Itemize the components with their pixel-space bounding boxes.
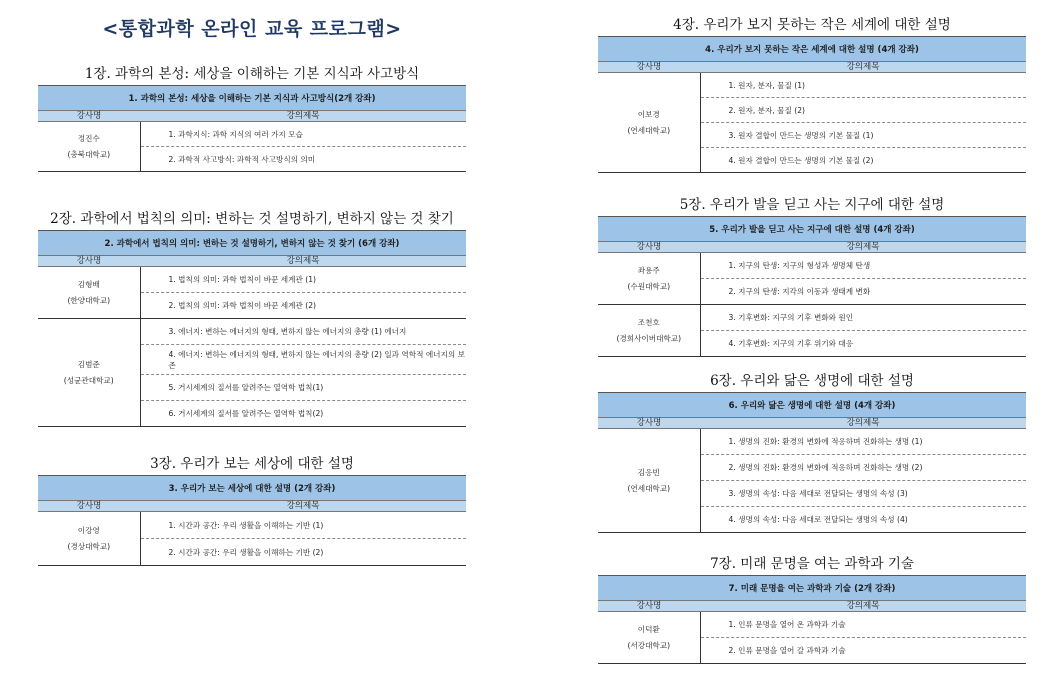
chapter-3 [38, 453, 466, 566]
lecture-cell [140, 401, 466, 427]
chapter-heading: 6장. 우리와 닮은 생명에 대한 설명 [710, 373, 914, 389]
lecture-title: 1. 지구의 탄생: 지구의 형성과 생명체 탄생 [728, 261, 871, 270]
chapter-heading: 2장. 과학에서 법칙의 의미: 변하는 것 설명하기, 변하지 않는 것 찾기 [50, 211, 454, 227]
lecture-title: 2. 과학적 사고방식: 과학적 사고방식의 의미 [168, 154, 316, 164]
table-banner: 4. 우리가 보지 못하는 작은 세계에 대한 설명 (4개 강좌) [598, 37, 1026, 62]
lecture-cell [700, 638, 1026, 664]
column-header-instructor: 강사명 [38, 256, 140, 267]
lecture-title: 1. 과학지식: 과학 지식의 여러 가지 모습 [168, 129, 303, 139]
column-header-instructor: 강사명 [598, 242, 700, 253]
course-table [38, 85, 466, 172]
lecture-title: 6. 거시세계의 질서를 알려주는 열역학 법칙(2) [168, 409, 324, 418]
lecture-title: 1. 원자, 분자, 물질 (1) [728, 80, 805, 90]
instructor-cell [598, 73, 700, 173]
lecture-title: 5. 거시세계의 질서를 알려주는 열역학 법칙(1) [168, 383, 324, 392]
lecture-cell [700, 455, 1026, 481]
lecture-title: 3. 에너지: 변하는 에너지의 형태, 변하지 않는 에너지의 총량 (1) 에너지 [168, 327, 407, 336]
instructor-affiliation: (수원대학교) [627, 281, 671, 291]
instructor-cell [598, 253, 700, 305]
instructor-name: 김형배 [77, 279, 100, 289]
table-row [598, 253, 1026, 279]
column-header-lecture: 강의제목 [700, 62, 1026, 73]
lecture-title: 2. 지구의 탄생: 지각의 이동과 생태계 변화 [728, 287, 871, 296]
table-banner: 5. 우리가 발을 딛고 사는 지구에 대한 설명 (4개 강좌) [598, 217, 1026, 242]
instructor-affiliation: (서강대학교) [627, 640, 671, 650]
instructor-affiliation: (연세대학교) [627, 125, 671, 135]
lecture-title: 4. 기후변화: 지구의 기후 위기와 대응 [728, 339, 854, 348]
column-header-instructor: 강사명 [598, 601, 700, 612]
column-header-lecture: 강의제목 [700, 418, 1026, 429]
lecture-cell [140, 375, 466, 401]
lecture-cell [700, 331, 1026, 357]
instructor-cell [598, 612, 700, 664]
chapter-heading: 4장. 우리가 보지 못하는 작은 세계에 대한 설명 [673, 17, 951, 33]
instructor-cell [598, 305, 700, 357]
chapter-heading: 7장. 미래 문명을 여는 과학과 기술 [710, 556, 914, 572]
chapter-5 [598, 194, 1026, 357]
chapter-heading: 3장. 우리가 보는 세상에 대한 설명 [150, 456, 354, 472]
lecture-title: 2. 인류 문명을 열어 갈 과학과 기술 [728, 646, 846, 655]
lecture-title: 3. 생명의 속성: 다음 세대로 전달되는 생명의 속성 (3) [728, 489, 908, 498]
lecture-cell [700, 253, 1026, 279]
lecture-cell [700, 481, 1026, 507]
lecture-cell [700, 148, 1026, 173]
lecture-title: 3. 원자 결합이 만드는 생명의 기본 물질 (1) [728, 130, 874, 140]
lecture-title: 2. 시간과 공간: 우리 생활을 이해하는 기반 (2) [168, 547, 324, 557]
column-header-instructor: 강사명 [598, 62, 700, 73]
column-header-instructor: 강사명 [38, 111, 140, 122]
lecture-title: 1. 생명의 진화: 환경의 변화에 적응하며 진화하는 생명 (1) [728, 437, 923, 446]
instructor-name: 김범준 [77, 359, 100, 369]
instructor-affiliation: (한양대학교) [67, 295, 111, 305]
lecture-cell [700, 305, 1026, 331]
chapter-heading: 5장. 우리가 발을 딛고 사는 지구에 대한 설명 [679, 197, 945, 213]
course-table [38, 230, 466, 427]
lecture-cell [700, 123, 1026, 148]
lecture-title: 2. 생명의 진화: 환경의 변화에 적응하며 진화하는 생명 (2) [728, 463, 923, 472]
column-header-lecture: 강의제목 [140, 501, 466, 512]
lecture-cell [700, 612, 1026, 638]
table-row [598, 429, 1026, 455]
table-banner: 2. 과학에서 법칙의 의미: 변하는 것 설명하기, 변하지 않는 것 찾기 (6개 강좌) [38, 231, 466, 256]
lecture-title: 4. 생명의 속성: 다음 세대로 전달되는 생명의 속성 (4) [728, 515, 908, 524]
table-banner: 6. 우리와 닮은 생명에 대한 설명 (4개 강좌) [598, 393, 1026, 418]
instructor-name: 이강영 [77, 525, 100, 535]
instructor-affiliation: (성균관대학교) [63, 375, 114, 385]
column-header-instructor: 강사명 [38, 501, 140, 512]
chapter-7 [598, 553, 1026, 664]
lecture-cell [700, 507, 1026, 533]
lecture-cell [140, 122, 466, 147]
instructor-name: 이덕환 [637, 624, 660, 634]
instructor-cell [598, 429, 700, 533]
instructor-name: 김응빈 [637, 467, 660, 477]
instructor-name: 조천호 [637, 317, 660, 327]
instructor-cell [38, 122, 140, 172]
instructor-cell [38, 512, 140, 566]
table-row [38, 512, 466, 539]
chapter-1 [38, 63, 466, 172]
lecture-title: 1. 법칙의 의미: 과학 법칙이 바꾼 세계관 (1) [168, 275, 316, 284]
lecture-cell [700, 429, 1026, 455]
column-header-lecture: 강의제목 [140, 256, 466, 267]
instructor-name: 좌용주 [637, 265, 660, 275]
lecture-title: 1. 인류 문명을 열어 온 과학과 기술 [728, 620, 846, 629]
lecture-cell [140, 293, 466, 319]
course-table [38, 475, 466, 566]
column-header-lecture: 강의제목 [700, 242, 1026, 253]
instructor-name: 정진수 [77, 133, 100, 143]
instructor-cell [38, 267, 140, 319]
chapter-4 [598, 14, 1026, 173]
table-row [598, 73, 1026, 98]
lecture-title: 2. 법칙의 의미: 과학 법칙이 바꾼 세계관 (2) [168, 301, 316, 310]
table-row [598, 305, 1026, 331]
course-table [598, 36, 1026, 173]
lecture-title: 1. 시간과 공간: 우리 생활을 이해하는 기반 (1) [168, 520, 324, 530]
column-header-lecture: 강의제목 [700, 601, 1026, 612]
lecture-cell [140, 539, 466, 566]
table-banner: 7. 미래 문명을 여는 과학과 기술 (2개 강좌) [598, 576, 1026, 601]
instructor-name: 이보경 [637, 109, 660, 119]
chapter-2 [38, 208, 466, 427]
table-banner: 1. 과학의 본성: 세상을 이해하는 기본 지식과 사고방식(2개 강좌) [38, 86, 466, 111]
instructor-cell [38, 319, 140, 427]
table-row [38, 267, 466, 293]
table-row [38, 319, 466, 345]
lecture-cell [700, 98, 1026, 123]
lecture-title: 3. 기후변화: 지구의 기후 변화와 원인 [728, 313, 854, 322]
table-row [38, 122, 466, 147]
lecture-title: 2. 원자, 분자, 물질 (2) [728, 105, 805, 115]
chapter-heading: 1장. 과학의 본성: 세상을 이해하는 기본 지식과 사고방식 [84, 66, 420, 82]
instructor-affiliation: (경희사이버대학교) [616, 333, 682, 343]
lecture-cell [140, 512, 466, 539]
lecture-title: 4. 원자 결합이 만드는 생명의 기본 물질 (2) [728, 155, 874, 165]
lecture-title: 4. 에너지: 변하는 에너지의 형태, 변하지 않는 에너지의 총량 (2) 일과 역학적 에너지의 보존 [168, 349, 465, 370]
table-row [598, 612, 1026, 638]
instructor-affiliation: (연세대학교) [627, 483, 671, 493]
column-header-lecture: 강의제목 [140, 111, 466, 122]
instructor-affiliation: (충북대학교) [67, 149, 111, 159]
table-banner: 3. 우리가 보는 세상에 대한 설명 (2개 강좌) [38, 476, 466, 501]
lecture-cell [140, 267, 466, 293]
course-table [598, 216, 1026, 357]
lecture-cell [140, 319, 466, 345]
column-header-instructor: 강사명 [598, 418, 700, 429]
lecture-cell [700, 73, 1026, 98]
course-table [598, 392, 1026, 533]
lecture-cell [700, 279, 1026, 305]
page-title: <통합과학 온라인 교육 프로그램> [102, 18, 402, 40]
chapter-6 [598, 370, 1026, 533]
instructor-affiliation: (경상대학교) [67, 541, 111, 551]
lecture-cell [140, 345, 466, 375]
course-table [598, 575, 1026, 664]
lecture-cell [140, 147, 466, 172]
